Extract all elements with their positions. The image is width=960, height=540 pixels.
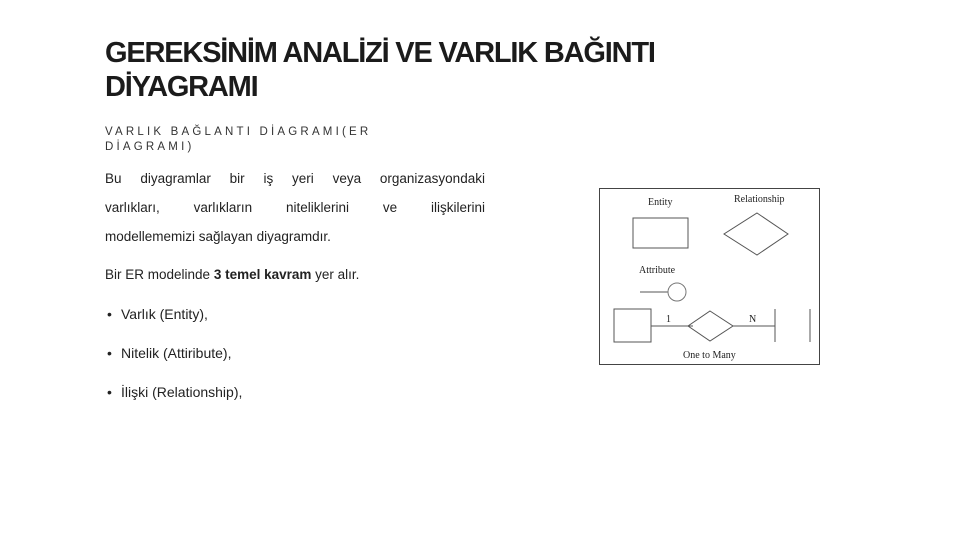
er-intro-prefix: Bir ER modelinde bbox=[105, 267, 214, 282]
attribute-label: Attribute bbox=[639, 265, 676, 276]
word: iş bbox=[263, 171, 274, 186]
entity-label: Entity bbox=[648, 197, 673, 208]
word: yeri bbox=[292, 171, 314, 186]
figure-caption: One to Many bbox=[683, 350, 736, 361]
er-intro-bold: 3 temel kavram bbox=[213, 267, 312, 282]
cardinality-many-label: N bbox=[749, 314, 757, 325]
paragraph-line-3: modellememizi sağlayan diyagramdır. bbox=[105, 229, 331, 244]
er-intro-suffix: yer alır. bbox=[311, 267, 360, 282]
bullet-item-entity bbox=[107, 306, 208, 322]
er-diagram-figure bbox=[599, 188, 820, 365]
word: ilişkilerini bbox=[430, 200, 485, 215]
word: niteliklerini bbox=[285, 200, 349, 215]
left-entity-shape bbox=[614, 309, 651, 342]
er-intro-text bbox=[105, 267, 359, 282]
bullet-bold: Nitelik (Attiribute) bbox=[121, 345, 228, 361]
relationship-label: Relationship bbox=[734, 194, 785, 205]
word: bir bbox=[229, 171, 245, 186]
word: ve bbox=[382, 200, 398, 215]
word: organizasyondaki bbox=[379, 171, 485, 186]
entity-shape bbox=[633, 218, 688, 248]
subtitle: VARLIK BAĞLANTI DİAGRAMI(ER DİAGRAMI) bbox=[105, 126, 372, 153]
paragraph-line-1 bbox=[105, 171, 485, 186]
page-title: GEREKSİNİM ANALİZİ VE VARLIK BAĞINTI DİYAGRAMI bbox=[105, 37, 655, 103]
paragraph-line-2 bbox=[105, 200, 485, 215]
bullet-rest: , bbox=[238, 384, 243, 400]
word: veya bbox=[332, 171, 362, 186]
relationship-shape bbox=[724, 213, 788, 255]
word: Bu bbox=[105, 171, 122, 186]
bullet-bold: İlişki (Relationship) bbox=[121, 384, 239, 400]
word: diyagramlar bbox=[140, 171, 211, 186]
cardinality-one-label: 1 bbox=[666, 314, 671, 325]
bullet-bold: Varlık (Entity) bbox=[121, 306, 204, 322]
bullet-dot-icon: • bbox=[107, 384, 112, 400]
er-diagram-svg bbox=[600, 189, 821, 366]
one-to-many-relationship-shape bbox=[688, 311, 733, 341]
bullet-rest: , bbox=[227, 345, 232, 361]
bullet-dot-icon: • bbox=[107, 306, 112, 322]
bullet-item-attribute bbox=[107, 345, 231, 361]
bullet-rest: , bbox=[203, 306, 208, 322]
bullet-item-relationship bbox=[107, 384, 242, 400]
bullet-dot-icon: • bbox=[107, 345, 112, 361]
word: varlıkların bbox=[193, 200, 253, 215]
attribute-shape bbox=[668, 283, 686, 301]
word: varlıkları, bbox=[105, 200, 160, 215]
